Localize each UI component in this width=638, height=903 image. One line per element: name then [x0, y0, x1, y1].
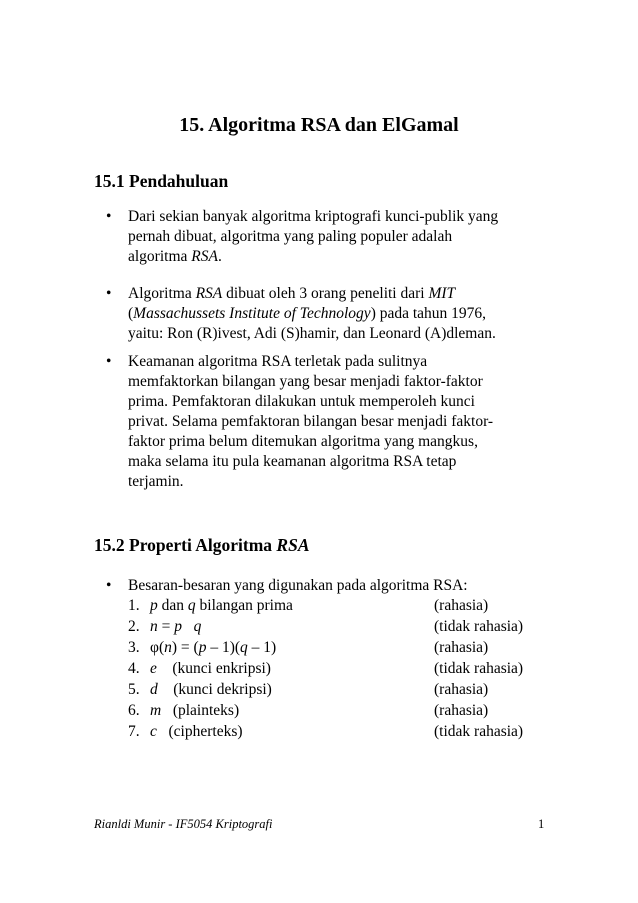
bullet-line: memfaktorkan bilangan yang besar menjadi faktor-faktor: [128, 373, 483, 390]
section-heading-italic: RSA: [276, 535, 310, 555]
property-description: n = p q: [150, 618, 202, 635]
property-number: 7.: [128, 723, 140, 740]
property-status: (rahasia): [434, 702, 489, 719]
bullet-symbol: •: [106, 285, 112, 302]
property-number: 5.: [128, 681, 140, 698]
bullet-symbol: •: [106, 208, 112, 225]
property-description: φ(n) = (p – 1)(q – 1): [150, 639, 277, 656]
bullet-text: [128, 207, 548, 267]
bullet-text: [128, 352, 548, 492]
property-status: (tidak rahasia): [434, 723, 524, 740]
property-status: (rahasia): [434, 681, 489, 698]
bullet-line: Keamanan algoritma RSA terletak pada sulitnya: [128, 353, 428, 370]
bullet-line: (Massachussets Institute of Technology) pada tahun 1976,: [128, 305, 487, 322]
property-status: (tidak rahasia): [434, 618, 524, 635]
property-number: 2.: [128, 618, 140, 635]
bullet-line: prima. Pemfaktoran dilakukan untuk memperoleh kunci: [128, 393, 475, 410]
property-number: 1.: [128, 597, 140, 614]
section-heading-properti: [94, 535, 310, 556]
bullet-symbol: •: [106, 353, 112, 370]
bullet-line: privat. Selama pemfaktoran bilangan besar menjadi faktor-: [128, 413, 494, 430]
bullet-line: Algoritma RSA dibuat oleh 3 orang peneliti dari MIT: [128, 285, 456, 302]
property-number: 3.: [128, 639, 140, 656]
page-number: 1: [538, 817, 545, 831]
property-number: 6.: [128, 702, 140, 719]
property-description: d (kunci dekripsi): [150, 681, 272, 698]
footer-author-course: Rianldi Munir - IF5054 Kriptografi: [94, 817, 273, 831]
property-status: (tidak rahasia): [434, 660, 524, 677]
properties-intro: Besaran-besaran yang digunakan pada algoritma RSA:: [128, 577, 468, 594]
bullet-line: yaitu: Ron (R)ivest, Adi (S)hamir, dan Leonard (A)dleman.: [128, 325, 496, 342]
bullet-line: pernah dibuat, algoritma yang paling populer adalah: [128, 228, 453, 245]
bullet-text: [128, 284, 548, 344]
property-number: 4.: [128, 660, 140, 677]
section-heading-pendahuluan: 15.1 Pendahuluan: [94, 171, 229, 191]
bullet-line: maka selama itu pula keamanan algoritma RSA tetap: [128, 453, 457, 470]
property-description: c (cipherteks): [150, 723, 243, 740]
property-description: p dan q bilangan prima: [150, 597, 293, 614]
bullet-line: faktor prima belum ditemukan algoritma yang mangkus,: [128, 433, 478, 450]
bullet-line: terjamin.: [128, 473, 184, 490]
bullet-symbol: •: [106, 577, 112, 594]
bullet-line: algoritma RSA.: [128, 248, 222, 265]
page-title: 15. Algoritma RSA dan ElGamal: [179, 114, 459, 136]
bullet-line: Dari sekian banyak algoritma kriptografi kunci-publik yang: [128, 208, 499, 225]
property-status: (rahasia): [434, 597, 489, 614]
property-status: (rahasia): [434, 639, 489, 656]
property-description: e (kunci enkripsi): [150, 660, 271, 677]
section-heading-text: 15.2 Properti Algoritma: [94, 535, 277, 555]
property-description: m (plainteks): [150, 702, 240, 719]
